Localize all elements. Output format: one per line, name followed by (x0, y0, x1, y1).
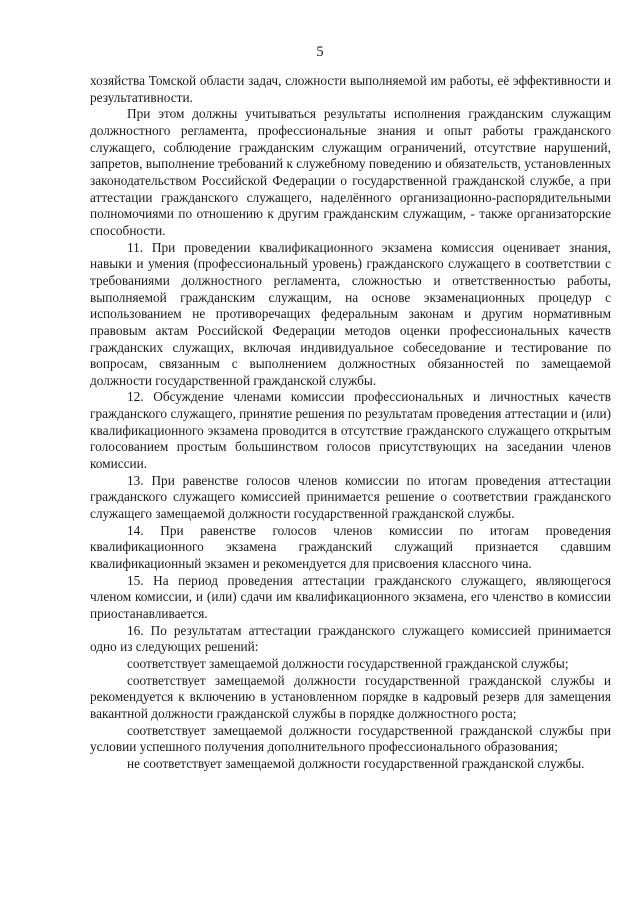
decision-option-2: соответствует замещаемой должности государственной гражданской службы и рекомендуется к включению в установленном порядке в кадровый резерв для замещения вакантной должности гражданской службы в порядке должностного роста; (90, 672, 611, 721)
paragraph-12: 12. Обсуждение членами комиссии профессиональных и личностных качеств гражданского служащего, принятие решения по результатам проведения аттестации и (или) квалификационного экзамена проводится в отсутствие гражданского служащего открытым голосованием простым большинством голосов присутствующих на заседании членов комиссии. (90, 389, 611, 472)
paragraph-16: 16. По результатам аттестации гражданского служащего комиссией принимается одно из следующих решений: (90, 622, 611, 655)
paragraph-14: 14. При равенстве голосов членов комиссии по итогам проведения квалификационного экзамена гражданский служащий признается сдавшим квалификационный экзамен и рекомендуется для присвоения классного чина. (90, 522, 611, 572)
decision-option-4: не соответствует замещаемой должности государственной гражданской службы. (127, 755, 585, 771)
paragraph-11: 11. При проведении квалификационного экзамена комиссия оценивает знания, навыки и умения (профессиональный уровень) гражданского служащего в соответствии с требованиями должностного регламента, сложностью и ответственностью работы, выполняемой гражданским служащим, на основе экзаменационных процедур с использованием не противоречащих федеральным законам и другим нормативным правовым актам Российской Федерации методов оценки профессиональных качеств гражданских служащих, включая индивидуальное собеседование и тестирование по вопросам, связанным с выполнением должностных обязанностей по замещаемой должности государственной гражданской службы. (90, 239, 611, 388)
paragraph-13: 13. При равенстве голосов членов комиссии по итогам проведения аттестации гражданского служащего комиссией принимается решение о соответствии гражданского служащего замещаемой должности государственной гражданской службы. (90, 472, 611, 522)
paragraph-continuation: хозяйства Томской области задач, сложности выполняемой им работы, её эффективности и результативности. (90, 73, 611, 105)
decision-option-3: соответствует замещаемой должности государственной гражданской службы при условии успешного получения дополнительного профессионального образования; (90, 722, 611, 755)
document-body (90, 73, 611, 773)
paragraph-evaluation-criteria: При этом должны учитываться результаты исполнения гражданским служащим должностного регламента, профессиональные знания и опыт работы гражданского служащего, соблюдение гражданским служащим ограничений, отсутствие нарушений, запретов, выполнение требований к служебному поведению и обязательств, установленных законодательством Российской Федерации о государственной гражданской службе, а при аттестации гражданского служащего, наделённого организационно-распорядительными полномочиями по отношению к другим гражданским служащим, - также организаторские способности. (90, 106, 611, 238)
paragraph-15: 15. На период проведения аттестации гражданского служащего, являющегося членом комиссии, и (или) сдачи им квалификационного экзамена, его членство в комиссии приостанавливается. (90, 572, 611, 621)
decision-option-1: соответствует замещаемой должности государственной гражданской службы; (127, 655, 569, 671)
page-number: 5 (316, 44, 324, 60)
